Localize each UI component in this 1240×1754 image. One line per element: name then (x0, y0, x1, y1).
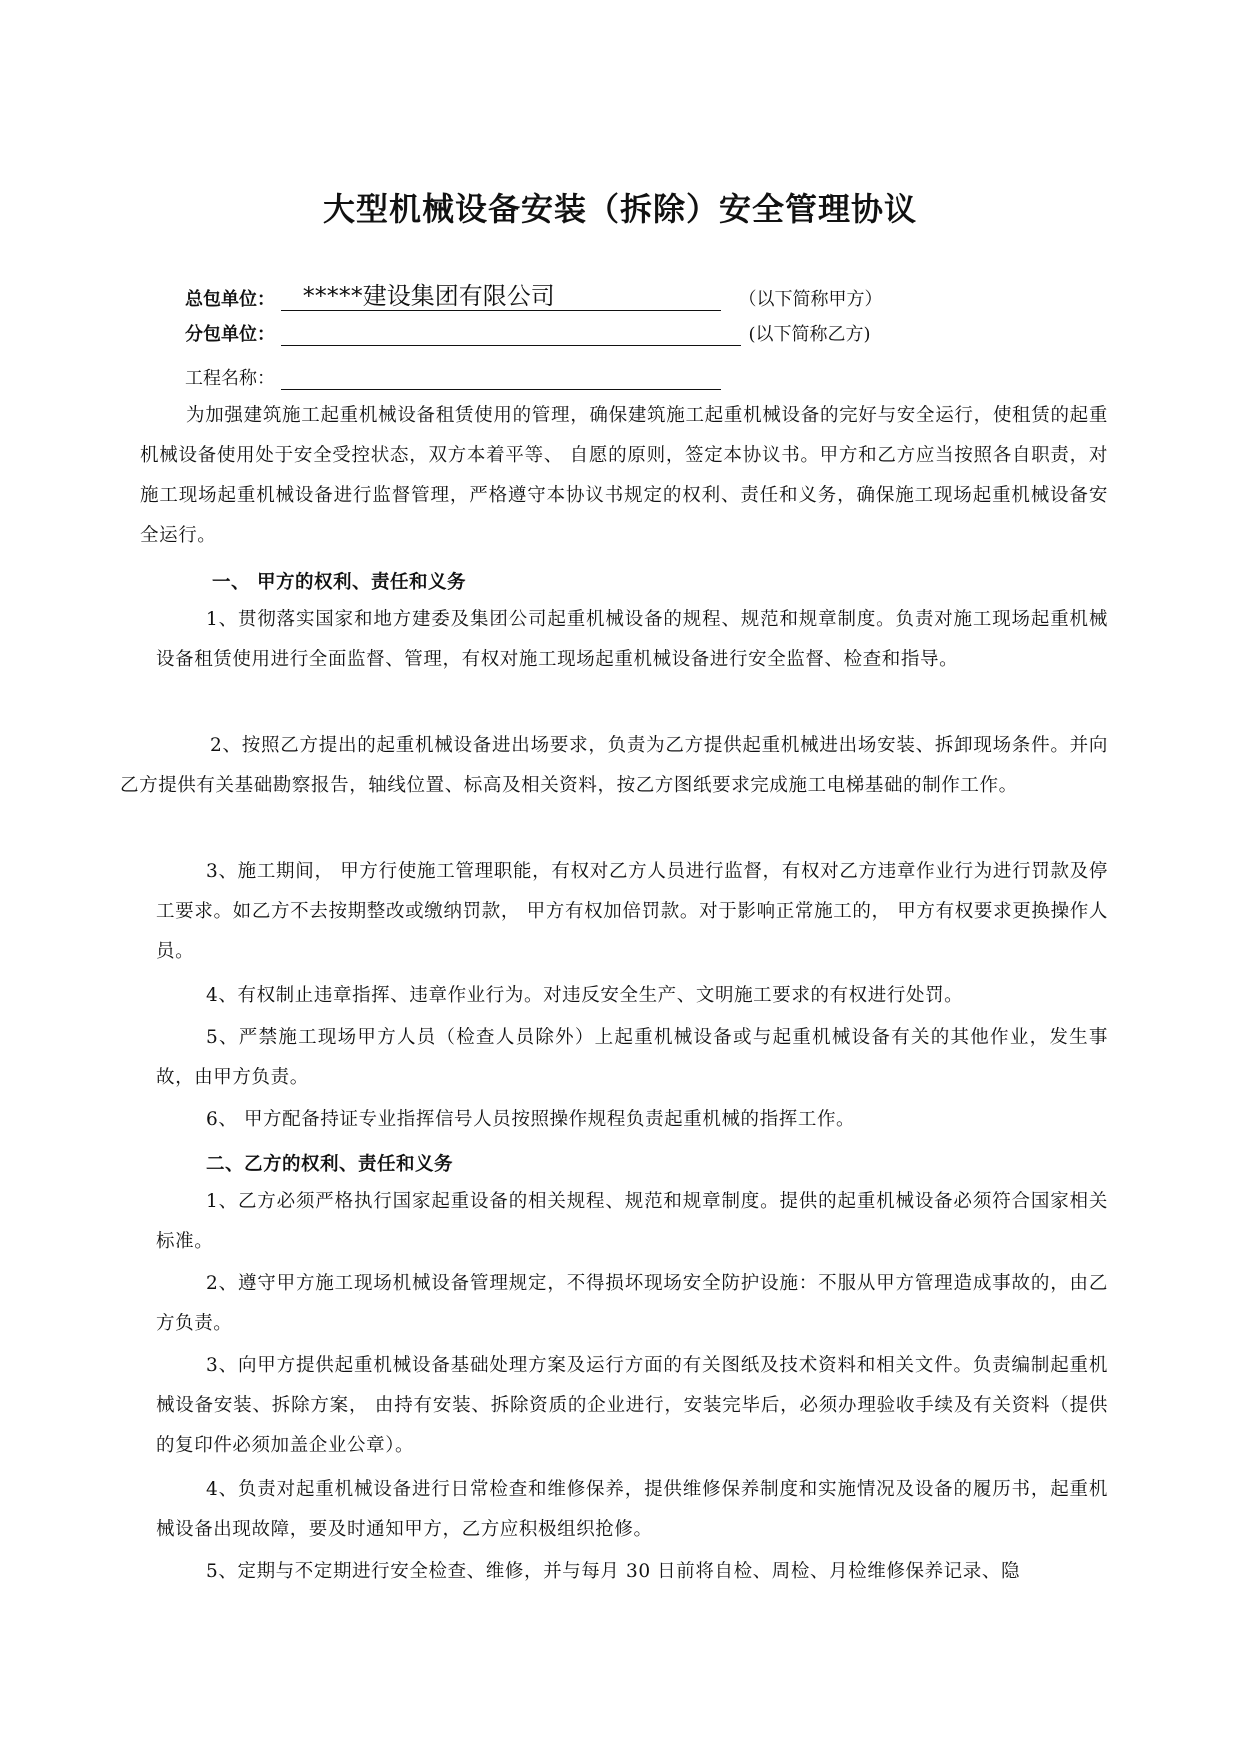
subcontractor-label: 分包单位： (185, 324, 275, 345)
contractor-value: *****建设集团有限公司 (302, 282, 555, 310)
section1-item-4: 4、有权制止违章指挥、违章作业行为。对违反安全生产、文明施工要求的有权进行处罚。 (206, 985, 964, 1006)
document-title: 大型机械设备安装（拆除）安全管理协议 (322, 190, 917, 228)
section1-item-2: 2、按照乙方提出的起重机械设备进出场要求，负责为乙方提供起重机械进出场安装、拆卸现场条件。并向乙方提供有关基础勘察报告，轴线位置、标高及相关资料，按乙方图纸要求完成施工电梯基础的制作工作。 (120, 735, 1108, 796)
section2-item-5: 5、定期与不定期进行安全检查、维修，并与每月 30 日前将自检、周检、月检维修保养记录、隐 (206, 1561, 1021, 1582)
subcontractor-value (281, 321, 303, 349)
subcontractor-field[interactable] (281, 321, 741, 346)
project-field[interactable] (281, 365, 721, 390)
contractor-field[interactable] (281, 282, 721, 311)
subcontractor-row (185, 320, 871, 350)
section1-item-3: 3、施工期间， 甲方行使施工管理职能，有权对乙方人员进行监督，有权对乙方违章作业行为进行罚款及停工要求。如乙方不去按期整改或缴纳罚款， 甲方有权加倍罚款。对于影响正常施工的， 甲方有权要求更换操作人员。 (156, 861, 1108, 962)
contractor-row (185, 282, 882, 312)
section1-item-6: 6、 甲方配备持证专业指挥信号人员按照操作规程负责起重机械的指挥工作。 (206, 1109, 856, 1130)
intro-paragraph: 为加强建筑施工起重机械设备租赁使用的管理，确保建筑施工起重机械设备的完好与安全运行，使租赁的起重机械设备使用处于安全受控状态，双方本着平等、 自愿的原则，签定本协议书。甲方和乙方应当按照各自职责，对施工现场起重机械设备进行监督管理，严格遵守本协议书规定的权利、责任和义务，确保施工现场起重机械设备安全运行。 (140, 405, 1108, 546)
subcontractor-note: (以下简称乙方) (748, 324, 871, 345)
contractor-label: 总包单位： (185, 289, 275, 310)
project-value (281, 365, 303, 393)
project-label: 工程名称： (185, 368, 275, 389)
section2-item-1: 1、乙方必须严格执行国家起重设备的相关规程、规范和规章制度。提供的起重机械设备必须符合国家相关标准。 (156, 1191, 1108, 1252)
project-row (185, 364, 721, 394)
section2-item-4: 4、负责对起重机械设备进行日常检查和维修保养，提供维修保养制度和实施情况及设备的履历书，起重机械设备出现故障，要及时通知甲方，乙方应积极组织抢修。 (156, 1479, 1108, 1540)
section1-item-5: 5、严禁施工现场甲方人员（检查人员除外）上起重机械设备或与起重机械设备有关的其他作业，发生事故，由甲方负责。 (156, 1027, 1108, 1088)
section1-item-1: 1、贯彻落实国家和地方建委及集团公司起重机械设备的规程、规范和规章制度。负责对施工现场起重机械设备租赁使用进行全面监督、管理，有权对施工现场起重机械设备进行安全监督、检查和指导。 (156, 609, 1108, 670)
contractor-note: （以下简称甲方） (738, 289, 883, 310)
section1-heading: 一、 甲方的权利、责任和义务 (212, 572, 466, 593)
section2-item-2: 2、遵守甲方施工现场机械设备管理规定，不得损坏现场安全防护设施：不服从甲方管理造成事故的，由乙方负责。 (156, 1273, 1108, 1334)
section2-heading: 二、乙方的权利、责任和义务 (206, 1154, 454, 1175)
section2-item-3: 3、向甲方提供起重机械设备基础处理方案及运行方面的有关图纸及技术资料和相关文件。负责编制起重机械设备安装、拆除方案， 由持有安装、拆除资质的企业进行，安装完毕后，必须办理验收手续及有关资料（提供的复印件必须加盖企业公章）。 (156, 1355, 1108, 1456)
